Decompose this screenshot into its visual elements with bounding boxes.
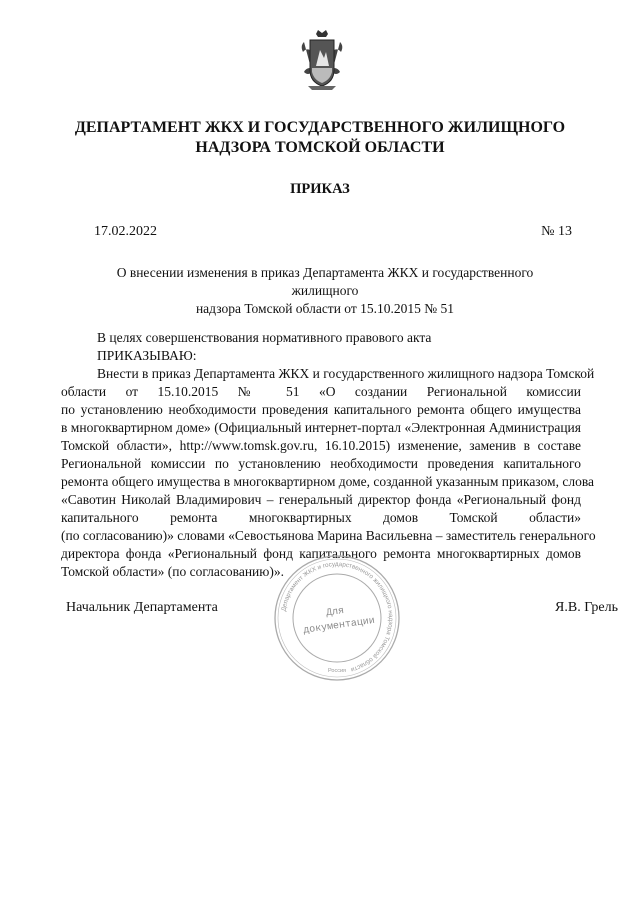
- body-line: по установлению необходимости проведения капитального ремонта общего имущества: [61, 402, 581, 417]
- body-line: директора фонда «Региональный фонд капитального ремонта многоквартирных домов: [61, 546, 581, 561]
- subject-line-1: О внесении изменения в приказ Департамента ЖКХ и государственного жилищного: [116, 265, 534, 298]
- body-line-last: Томской области» (по согласованию)».: [61, 564, 284, 579]
- stamp-text-line-1: Для: [325, 605, 345, 620]
- order-word: ПРИКАЗЫВАЮ:: [97, 348, 197, 363]
- tomsk-coat-of-arms-icon: [300, 28, 344, 92]
- body-line: капитального ремонта многоквартирных домов Томской области»: [61, 510, 581, 525]
- order-date: 17.02.2022: [94, 224, 157, 239]
- body-line: (по согласованию)» словами «Севостьянова Марина Васильевна – заместитель генерального: [61, 528, 596, 543]
- body-line: Томской области», http://www.tomsk.gov.ru, 16.10.2015) изменение, заменив в составе: [61, 438, 581, 453]
- department-name: [60, 118, 580, 158]
- signatory-name: Я.В. Грель: [555, 600, 618, 615]
- stamp-text-line-2: документации: [302, 615, 376, 637]
- body-line: области от 15.10.2015 № 51 «О создании Региональной комиссии: [61, 384, 581, 399]
- body-line: Региональной комиссии по установлению необходимости проведения капитального: [61, 456, 581, 471]
- body-line: ремонта общего имущества в многоквартирном доме, созданной указанным приказом, слова: [61, 474, 595, 489]
- body-line: в многоквартирном доме» (Официальный интернет-портал «Электронная Администрация: [61, 420, 581, 435]
- department-line-1: ДЕПАРТАМЕНТ ЖКХ И ГОСУДАРСТВЕННОГО ЖИЛИЩНОГО: [74, 119, 566, 136]
- order-number: № 13: [541, 224, 572, 239]
- official-stamp: [272, 553, 402, 683]
- stamp-ring-text: Департамент ЖКХ и государственного жилищного надзора Томской области: [280, 560, 395, 674]
- department-line-2: НАДЗОРА ТОМСКОЙ ОБЛАСТИ: [195, 139, 445, 156]
- body-line: «Савотин Николай Владимирович – генеральный директор фонда «Региональный фонд: [61, 492, 581, 507]
- document-type: ПРИКАЗ: [290, 181, 350, 197]
- signatory-position: Начальник Департамента: [66, 600, 218, 615]
- stamp-country: Россия: [327, 668, 347, 674]
- subject-line-2: надзора Томской области от 15.10.2015 № 51: [195, 301, 455, 316]
- preamble-text: В целях совершенствования нормативного правового акта: [97, 330, 432, 345]
- order-subject: [90, 264, 560, 318]
- body-line: Внести в приказ Департамента ЖКХ и государственного жилищного надзора Томской: [97, 366, 595, 381]
